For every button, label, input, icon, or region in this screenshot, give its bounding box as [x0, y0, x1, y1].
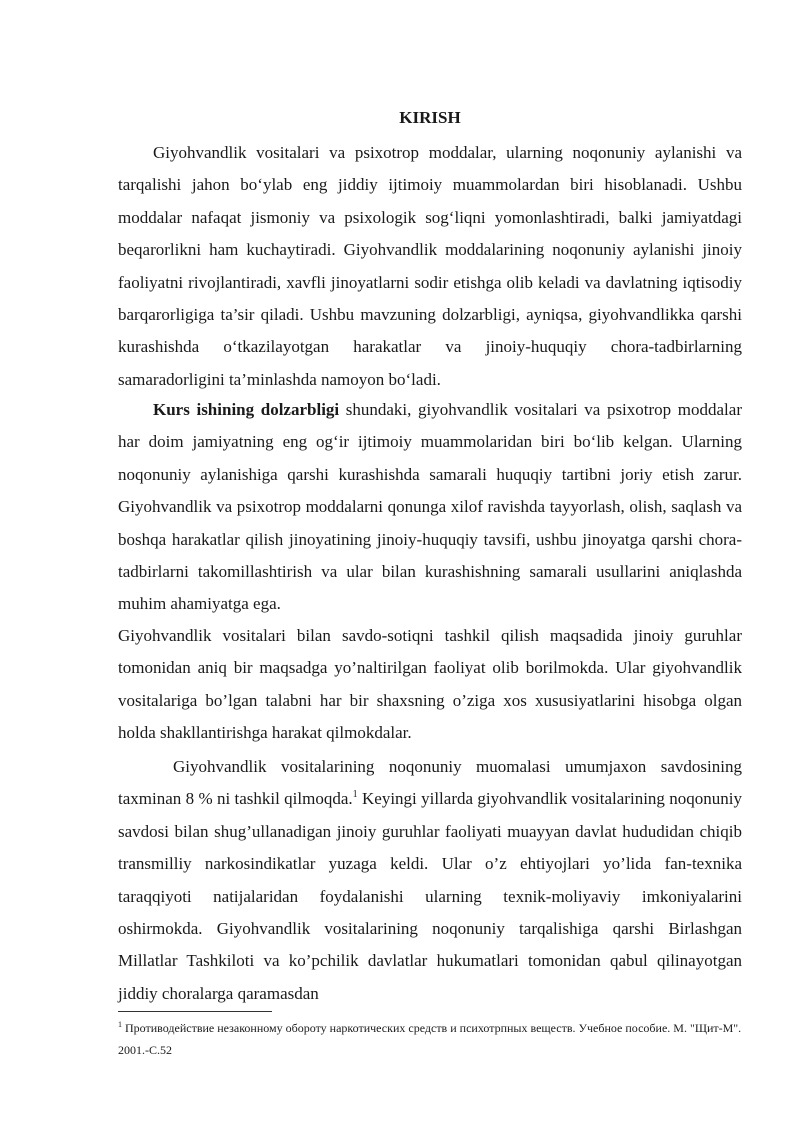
trade-paragraph-text-a: Giyohvandlik vositalarining noqonuniy muomalasi umumjaxon savdosining taxminan 8 % ni tashkil qilmoqda.	[118, 757, 742, 809]
footnote-mark: 1	[118, 1020, 122, 1029]
page-title: KIRISH	[399, 108, 461, 127]
footnote	[118, 1017, 742, 1061]
criminal-groups-paragraph-text: Giyohvandlik vositalari bilan savdo-sotiqni tashkil qilish maqsadida jinoiy guruhlar tomonidan aniq bir maqsadga yo’naltirilgan faoliyat olib borilmokda. Ular giyohvandlik vositalariga bo’lgan talabni har bir shaxsning o’ziga xos xususiyatlarini hisobga olgan holda shakllantirishga harakat qilmokdalar.	[118, 626, 742, 743]
footnote-separator	[118, 1011, 272, 1012]
relevance-paragraph	[118, 394, 742, 621]
relevance-paragraph-text: shundaki, giyohvandlik vositalari va psixotrop moddalar har doim jamiyatning eng og‘ir ijtimoiy muammolaridan biri bo‘lib kelgan. Ularning noqonuniy aylanishiga qarshi kurashishda samarali huquqiy tartibni joriy etish zarur. Giyohvandlik va psixotrop moddalarni qonunga xilof ravishda tayyorlash, olish, saqlash va boshqa harakatlar qilish jinoyatining jinoiy-huquqiy tavsifi, ushbu jinoyatga qarshi chora-tadbirlarni takomillashtirish va ular bilan kurashishning samarali usullarini aniqlashda muhim ahamiyatga ega.	[118, 400, 742, 614]
relevance-lead: Kurs ishining dolzarbligi	[153, 400, 340, 419]
footnote-reference: 1	[352, 789, 358, 801]
trade-paragraph-text-b: Keyingi yillarda giyohvandlik vositalarining noqonuniy savdosi bilan shug’ullanadigan jinoiy guruhlar faoliyati muayyan davlat hududidan chiqib transmilliy narkosindikatlar yuzaga keldi. Ular o’z ehtiyojlari yo’lida fan-texnika taraqqiyoti natijalaridan foydalanishi ularning texnik-moliyaviy imkoniyalarini oshirmokda. Giyohvandlik vositalarining noqonuniy tarqalishiga qarshi Birlashgan Millatlar Tashkiloti va ko’pchilik davlatlar hukumatlari tomonidan qabul qilinayotgan jiddiy choralarga qaramasdan	[118, 789, 742, 1003]
criminal-groups-paragraph	[118, 620, 742, 750]
intro-paragraph-text: Giyohvandlik vositalari va psixotrop moddalar, ularning noqonuniy aylanishi va tarqalishi jahon bo‘ylab eng jiddiy ijtimoiy muammolardan biri hisoblanadi. Ushbu moddalar nafaqat jismoniy va psixologik sog‘liqni yomonlashtiradi, balki jamiyatdagi beqarorlikni ham kuchaytiradi. Giyohvandlik moddalarining noqonuniy aylanishi jinoiy faoliyatni rivojlantiradi, xavfli jinoyatlarni sodir etishga olib keladi va davlatning iqtisodiy barqarorligiga ta’sir qiladi. Ushbu mavzuning dolzarbligi, ayniqsa, giyohvandlikka qarshi kurashishda o‘tkazilayotgan harakatlar va jinoiy-huquqiy chora-tadbirlarning samaradorligini ta’minlashda namoyon bo‘ladi.	[118, 143, 742, 389]
footnote-text: Противодействие незаконному обороту наркотических средств и психотрпных веществ. Учебное пособие. М. "Щит-М". 2001.-С.52	[118, 1021, 742, 1057]
trade-paragraph	[118, 751, 742, 1010]
intro-paragraph	[118, 137, 742, 396]
